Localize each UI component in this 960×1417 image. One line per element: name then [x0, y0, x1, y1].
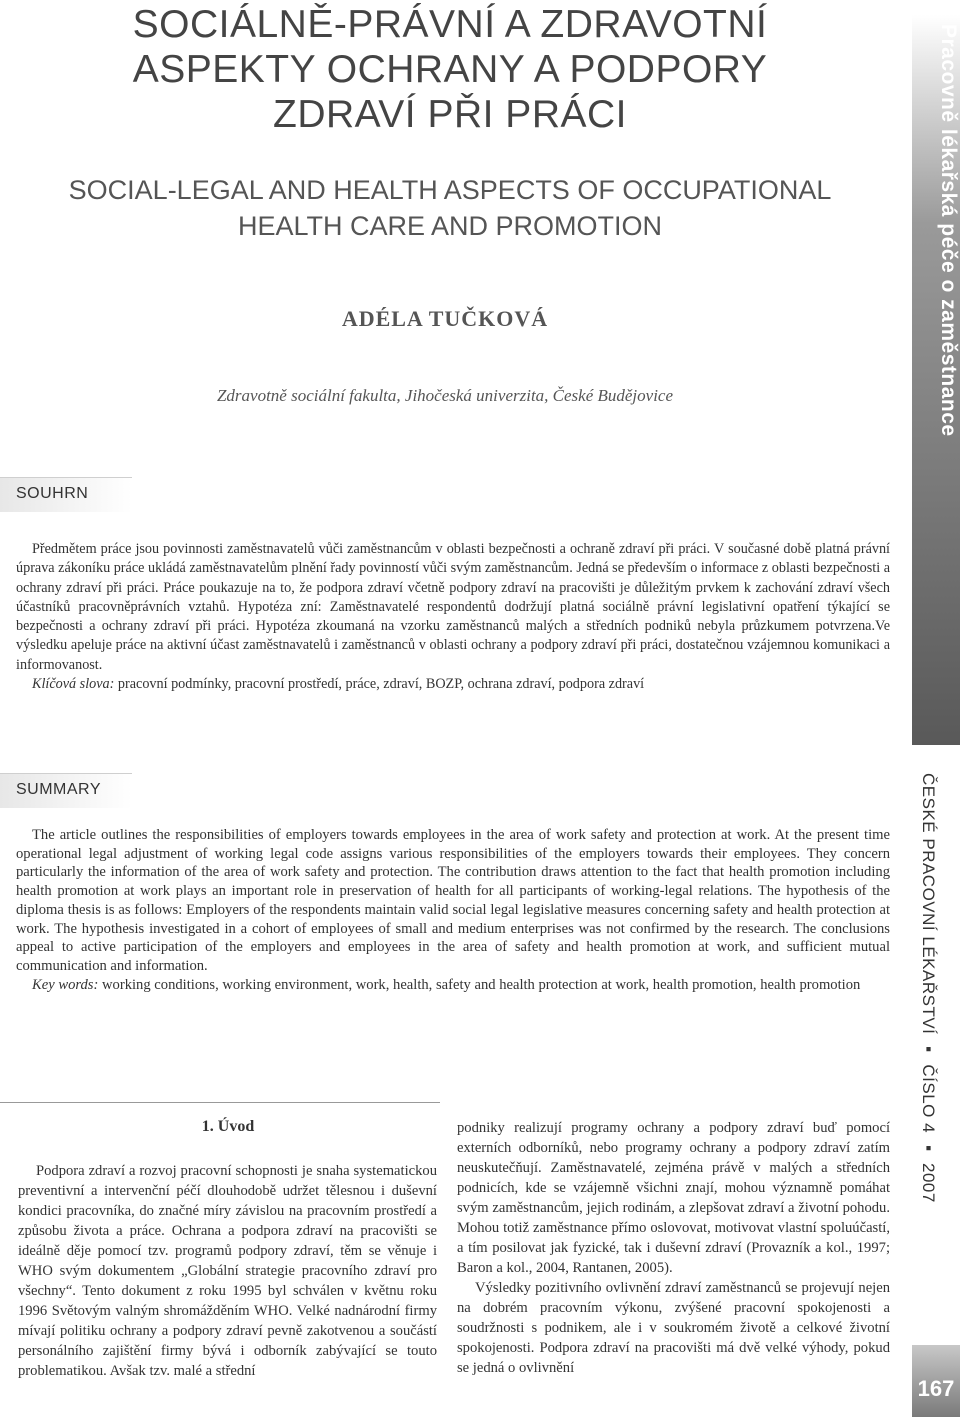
section-banner-title: Pracovně lékařská péče o zaměstnance [937, 24, 960, 437]
souhrn-keywords-value: pracovní podmínky, pracovní prostředí, práce, zdraví, BOZP, ochrana zdraví, podpora zdraví [117, 676, 645, 693]
intro-left-column [18, 1161, 437, 1381]
intro-heading: 1. Úvod [201, 1118, 255, 1135]
author-name: ADÉLA TUČKOVÁ [341, 306, 549, 331]
summary-keywords-label: Key words: [32, 976, 99, 993]
souhrn-text: Předmětem práce jsou povinnosti zaměstnavatelů vůči zaměstnancům v oblasti bezpečnosti a ochraně zdraví při práci. V současné době platná právní úprava zákoníku práce ukládá zaměstnavatelům plnění řady povinností vůči svým zaměstnancům. Jedná se především o informace z oblasti bezpečnosti a ochrany zdraví při práci. Práce poukazuje na to, že podpora zdraví včetně podpory zdraví na pracovišti je důležitým prvkem k zachování zdraví všech účastníků pracovněprávních vztahů. Hypotéza zní: Zaměstnavatelé respondentů dodržují platná sociálně právní legislativní opatření týkající se bezpečnosti a ochrany zdraví při práci. Hypotéza zkoumaná na vzorku zaměstnanců malých a středních podniků nebyla průzkumem potvrzena.Ve výsledku apeluje práce na aktivní účast zaměstnavatelů i zaměstnanců v oblasti ochrany a podpory zdraví při práci, dostatečnou vzájemnou komunikaci a informovanost. [16, 541, 890, 673]
intro-right-column [457, 1118, 890, 1378]
intro-paragraph-3: Výsledky pozitivního ovlivnění zdraví zaměstnanců se projevují nejen na dobrém pracovním výkonu, zvýšené pracovní spokojenosti a soudržnosti s podnikem, ale i v soukromém životě a celkové životní spokojenosti. Podpora zdraví na pracovišti má dvě velké výhody, pokud se jedná o ovlivnění [457, 1280, 890, 1376]
summary-keywords [16, 976, 890, 995]
souhrn-abstract [16, 540, 890, 694]
section-divider [0, 1102, 440, 1103]
souhrn-keywords [16, 675, 890, 694]
summary-abstract [16, 826, 890, 994]
summary-keywords-value: working conditions, working environment, work, health, safety and health protection at work, health promotion, health promotion [102, 976, 861, 993]
summary-text: The article outlines the responsibilities of employers towards employees in the area of work safety and protection at work. At the present time operational legal adjustment of working legal code assigns various responsibilities of the employers towards their employees. They concern particularly the information of the area of work safety and protection. The contribution draws attention to the fact that health promotion including health promotion at work plays an important role in preservation of health for all participants of working-legal relations. The hypothesis of the diploma thesis is as follows: Employers of the respondents maintain valid social legal legislative measures concerning safety and health protection at work. The hypothesis investigated in a cohort of employees of small and medium enterprises was not confirmed by the research. The conclusions appeal to active participation of the employers and employees in the area of safety and health promotion at work, and sufficient mutual communication and information. [16, 827, 890, 974]
summary-label: SUMMARY [16, 781, 101, 798]
journal-issue-label: ČESKÉ PRACOVNÍ LÉKAŘSTVÍ ▪ ČÍSLO 4 ▪ 2007 [919, 773, 938, 1203]
page-number: 167 [917, 1376, 955, 1401]
author-affiliation: Zdravotně sociální fakulta, Jihočeská univerzita, České Budějovice [216, 386, 674, 405]
souhrn-keywords-label: Klíčová slova: [32, 676, 115, 693]
intro-paragraph-2: podniky realizují programy ochrany a podpory zdraví buď pomocí externích odborníků, nebo programy ochrany a podpory zdraví zatím neuskutečňují. Zaměstnavatelé, zejména právě v malých a středních podnicích, kde se vzájemně všichni znají, mohou významně pomáhat svým zaměstnancům, jejich rodinám, a zlepšovat zdraví a životní pohodu. Mohou totiž zaměstnance přímo oslovovat, motivovat vlastní spoluúčastí, a tím posilovat jak fyzické, tak i duševní zdraví (Provazník a kol., 1997; Baron a kol., 2004, Rantanen, 2005). [457, 1120, 890, 1276]
souhrn-label: SOUHRN [16, 485, 89, 502]
intro-paragraph-1: Podpora zdraví a rozvoj pracovní schopnosti je snaha systematickou preventivní a intervenční péčí dlouhodobě udržet tělesnou i duševní kondici pracovníka, do značné míry závislou na pracovním prostředí a způsobu života a práce. Ochrana a podpora zdraví na pracovišti se ideálně děje pomocí tzv. programů podpory zdraví, těm se věnuje i WHO svým dokumentem „Globální strategie pracovního zdraví pro všechny“. Tento dokument z roku 1995 byl schválen v květnu roku 1996 Světovým valným shromážděním WHO. Velké nadnárodní firmy mívají politiku ochrany a podpory zdraví pevně zakotvenou a součástí personálního zajištění firmy bývá i odborník zabývající se touto problematikou. Avšak tzv. malé a střední [18, 1163, 437, 1379]
article-title-czech: SOCIÁLNĚ-PRÁVNÍ A ZDRAVOTNÍ ASPEKTY OCHRANY A PODPORY ZDRAVÍ PŘI PRÁCI [132, 3, 768, 136]
article-title-english: SOCIAL-LEGAL AND HEALTH ASPECTS OF OCCUPATIONAL HEALTH CARE AND PROMOTION [68, 175, 832, 241]
